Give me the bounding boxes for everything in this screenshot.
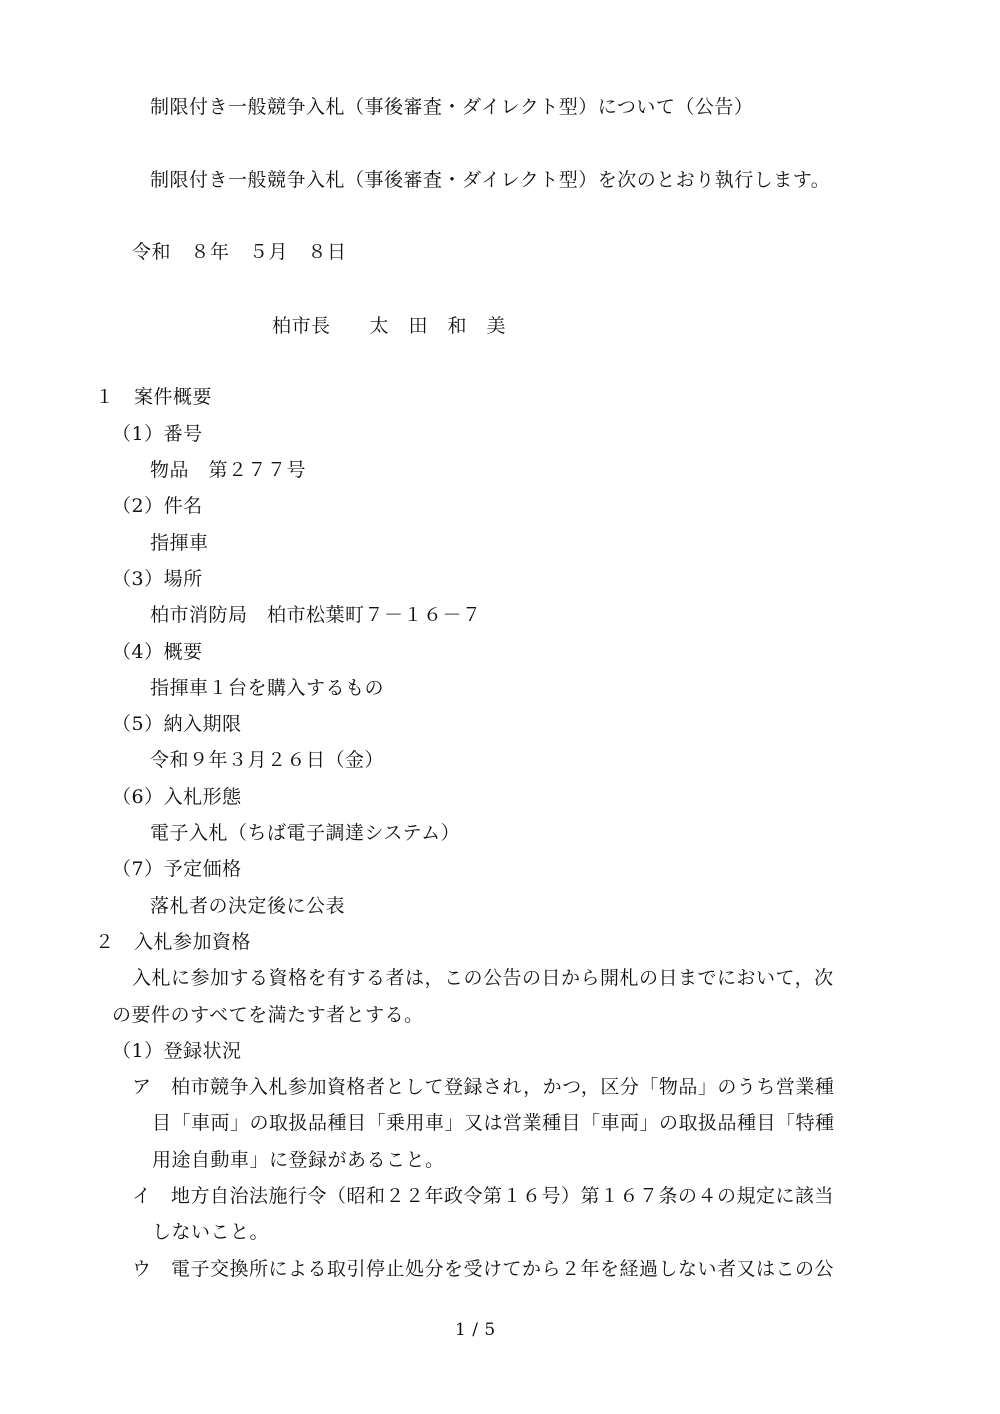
item-a-line1: ア 柏市競争入札参加資格者として登録され，かつ，区分「物品」のうち営業種	[132, 1076, 835, 1098]
item-label-place: （3）場所	[112, 568, 203, 590]
item-label-deadline: （5）納入期限	[112, 713, 242, 735]
item-label-bid-form: （6）入札形態	[112, 786, 242, 808]
item-label-summary: （4）概要	[112, 641, 203, 663]
item-label-number: （1）番号	[112, 423, 203, 445]
item-value-summary: 指揮車１台を購入するもの	[150, 677, 385, 699]
item-a-line2: 目「車両」の取扱品種目「乗用車」又は営業種目「車両」の取扱品種目「特種	[152, 1112, 835, 1134]
document-title: 制限付き一般競争入札（事後審査・ダイレクト型）について（公告）	[150, 96, 754, 118]
item-i-line2: しないこと。	[152, 1221, 270, 1243]
item-value-name: 指揮車	[150, 532, 209, 554]
intro-text: 制限付き一般競争入札（事後審査・ダイレクト型）を次のとおり執行します。	[150, 169, 831, 191]
item-a-line3: 用途自動車」に登録があること。	[152, 1149, 445, 1171]
issuer-name: 柏市長 太 田 和 美	[272, 315, 507, 337]
item-value-price: 落札者の決定後に公表	[150, 895, 346, 917]
page-number: 1 / 5	[455, 1320, 496, 1340]
section2-heading: ２ 入札参加資格	[95, 931, 252, 953]
item-value-bid-form: 電子入札（ちば電子調達システム）	[150, 822, 461, 844]
item-u-line1: ウ 電子交換所による取引停止処分を受けてから２年を経過しない者又はこの公	[132, 1258, 835, 1280]
sub1-label: （1）登録状況	[112, 1040, 242, 1062]
section1-heading: １ 案件概要	[95, 386, 213, 408]
item-label-name: （2）件名	[112, 495, 203, 517]
item-value-deadline: 令和９年３月２６日（金）	[150, 749, 385, 771]
section2-paragraph-line2: の要件のすべてを満たす者とする。	[112, 1004, 424, 1026]
item-value-place: 柏市消防局 柏市松葉町７－１６－７	[150, 604, 482, 626]
notice-date: 令和 ８年 ５月 ８日	[132, 241, 347, 263]
item-label-price: （7）予定価格	[112, 858, 242, 880]
item-i-line1: イ 地方自治法施行令（昭和２２年政令第１６号）第１６７条の４の規定に該当	[132, 1185, 835, 1207]
section2-paragraph-line1: 入札に参加する資格を有する者は，この公告の日から開札の日までにおいて，次	[132, 967, 834, 989]
item-value-number: 物品 第２７７号	[150, 459, 307, 481]
